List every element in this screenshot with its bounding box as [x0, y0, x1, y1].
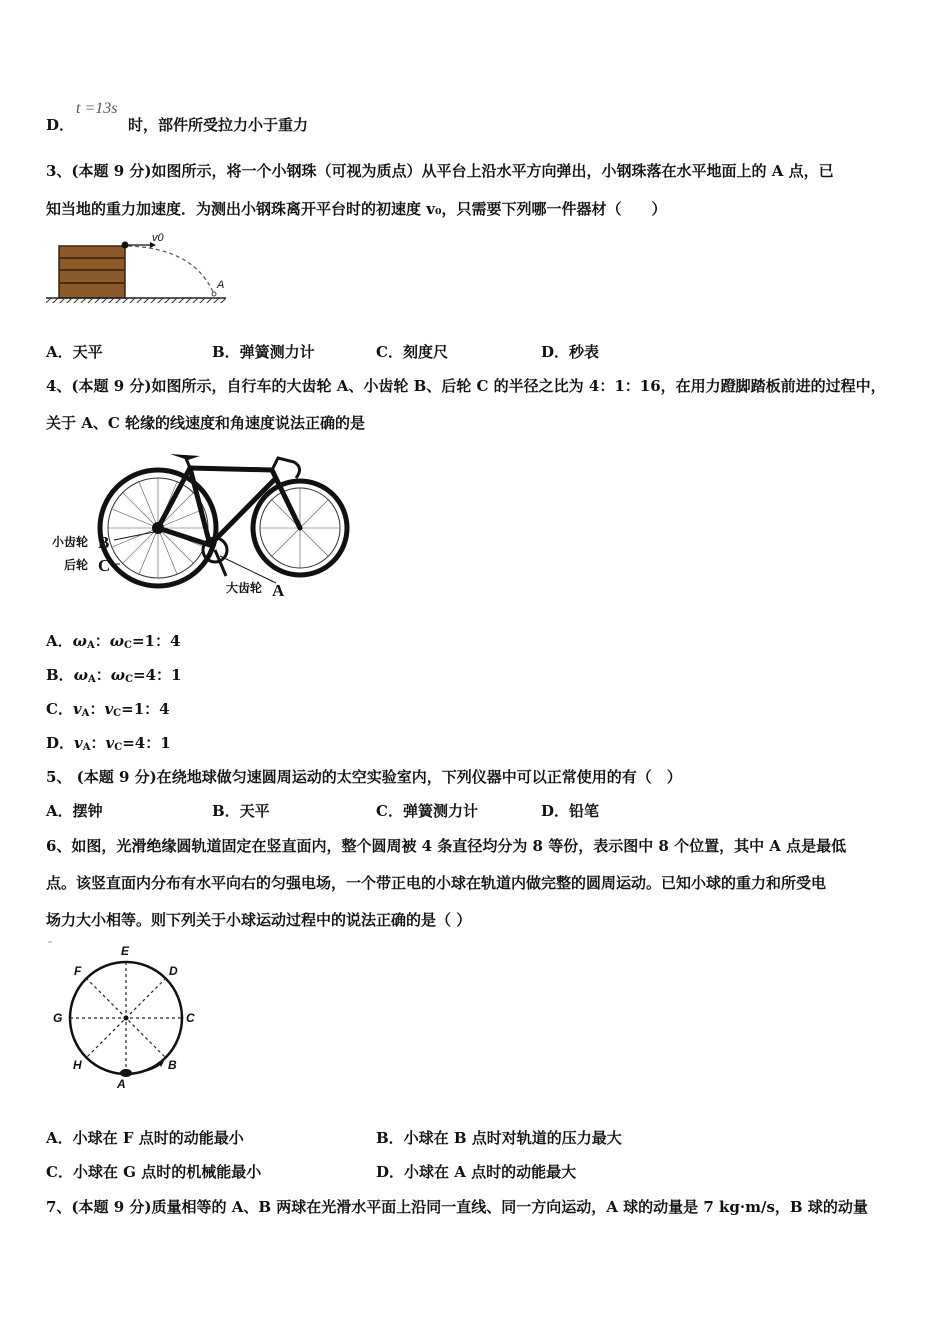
q4-option-b [46, 665, 181, 690]
label-f: F [74, 964, 82, 978]
ratio-value: =1：4 [131, 632, 181, 650]
center-point [124, 1016, 129, 1021]
symbol: ω [109, 632, 125, 650]
steel-ball [122, 242, 129, 249]
subscript: A [86, 640, 95, 651]
subscript: C [114, 742, 123, 753]
symbol: v [105, 734, 115, 752]
q5-option-a: A．摆钟 [46, 802, 103, 820]
symbol: v [74, 734, 83, 752]
label-d: D [169, 964, 178, 978]
q5-option-d: D．铅笔 [541, 802, 600, 820]
q6-option-c: C．小球在 G 点时的机械能最小 [46, 1163, 262, 1181]
q5-option-c: C．弹簧测力计 [376, 802, 478, 820]
colon: ： [90, 734, 106, 752]
ratio-value: =4：1 [133, 666, 182, 684]
q3-platform-figure [44, 228, 234, 304]
ratio-value: =4：1 [122, 734, 171, 752]
q6-option-a: A．小球在 F 点时的动能最小 [46, 1129, 244, 1147]
q3-stem-line2: 知当地的重力加速度．为测出小钢珠离开平台时的初速度 v₀，只需要下列哪一件器材（ ） [46, 200, 667, 218]
ground-hatch [46, 298, 226, 303]
small-gear-label: 小齿轮 [52, 535, 89, 549]
q4-option-d [46, 733, 171, 758]
q6-stem-line2: 点。该竖直面内分布有水平向右的匀强电场，一个带正电的小球在轨道内做完整的圆周运动。已知小球的重力和所受电 [46, 874, 827, 892]
q2-option-d-text: 时，部件所受拉力小于重力 [128, 116, 309, 134]
q6-stem-line1: 6、如图，光滑绝缘圆轨道固定在竖直面内，整个圆周被 4 条直径均分为 8 等份，表示图中 8 个位置，其中 A 点是最低 [46, 837, 847, 855]
q4-option-c [46, 699, 170, 724]
colon: ： [95, 666, 111, 684]
symbol: ω [110, 666, 126, 684]
q2-option-d-formula: t =13s [76, 100, 118, 117]
q3-option-b: B．弹簧测力计 [212, 343, 315, 361]
landing-point [212, 292, 216, 296]
label-a: A [117, 1077, 126, 1090]
q7-stem-line1: 7、(本题 9 分)质量相等的 A、B 两球在光滑水平面上沿同一直线、同一方向运动，A 球的动量是 7 kg·m/s，B 球的动量 [46, 1198, 868, 1216]
q6-circle-track-figure [44, 938, 204, 1090]
point-a-label: A [217, 279, 225, 291]
c-label: C [98, 556, 111, 575]
q6-option-b: B．小球在 B 点时对轨道的压力最大 [376, 1129, 622, 1147]
q3-stem-line1: 3、(本题 9 分)如图所示，将一个小钢珠（可视为质点）从平台上沿水平方向弹出，小钢珠落在水平地面上的 A 点，已 [46, 162, 834, 180]
symbol: v [104, 700, 114, 718]
subscript: A [87, 674, 96, 685]
q2-option-d [46, 115, 74, 135]
q3-option-a: A．天平 [46, 343, 103, 361]
q5-stem-line1: 5、 (本题 9 分)在绕地球做匀速圆周运动的太空实验室内，下列仪器中可以正常使用的有（ ） [46, 768, 682, 786]
symbol: ω [72, 632, 87, 650]
q3-option-c: C．刻度尺 [376, 343, 448, 361]
symbol: ω [73, 666, 88, 684]
q4-stem-line1: 4、(本题 9 分)如图所示，自行车的大齿轮 A、小齿轮 B、后轮 C 的半径之比为 4：1：16，在用力蹬脚踏板前进的过程中， [46, 377, 886, 395]
q2-option-d-letter: D． [46, 116, 75, 134]
option-letter: A． [46, 632, 73, 650]
a-label: A [272, 581, 285, 600]
colon: ： [89, 700, 105, 718]
subscript: C [124, 640, 132, 651]
v0-label: v0 [152, 232, 164, 244]
label-g: G [53, 1011, 63, 1025]
rear-wheel-label: 后轮 [64, 558, 89, 572]
option-letter: C． [46, 700, 73, 718]
platform-block [59, 246, 125, 298]
q6-stem-line3: 场力大小相等。则下列关于小球运动过程中的说法正确的是（ ） [46, 911, 472, 929]
b-label: B [98, 533, 110, 552]
option-letter: B． [46, 666, 74, 684]
subscript: C [125, 674, 134, 685]
label-e: E [121, 944, 130, 958]
label-b: B [168, 1058, 177, 1072]
trajectory-curve [128, 246, 214, 294]
ratio-value: =1：4 [121, 700, 170, 718]
q4-option-a [46, 631, 180, 656]
big-gear-label: 大齿轮 [226, 581, 263, 595]
symbol: v [72, 700, 82, 718]
colon: ： [94, 632, 110, 650]
subscript: C [113, 708, 122, 719]
subscript: A [81, 708, 90, 719]
subscript: A [82, 742, 91, 753]
q6-option-d: D．小球在 A 点时的动能最大 [376, 1163, 577, 1181]
q3-option-d: D．秒表 [541, 343, 600, 361]
q4-stem-line2: 关于 A、C 轮缘的线速度和角速度说法正确的是 [46, 414, 366, 432]
option-letter: D． [46, 734, 75, 752]
ball-at-a [120, 1069, 132, 1077]
q5-option-b: B．天平 [212, 802, 270, 820]
q4-bicycle-figure [50, 448, 360, 603]
b-pointer [114, 532, 154, 540]
label-h: H [73, 1058, 82, 1072]
label-c: C [186, 1011, 195, 1025]
